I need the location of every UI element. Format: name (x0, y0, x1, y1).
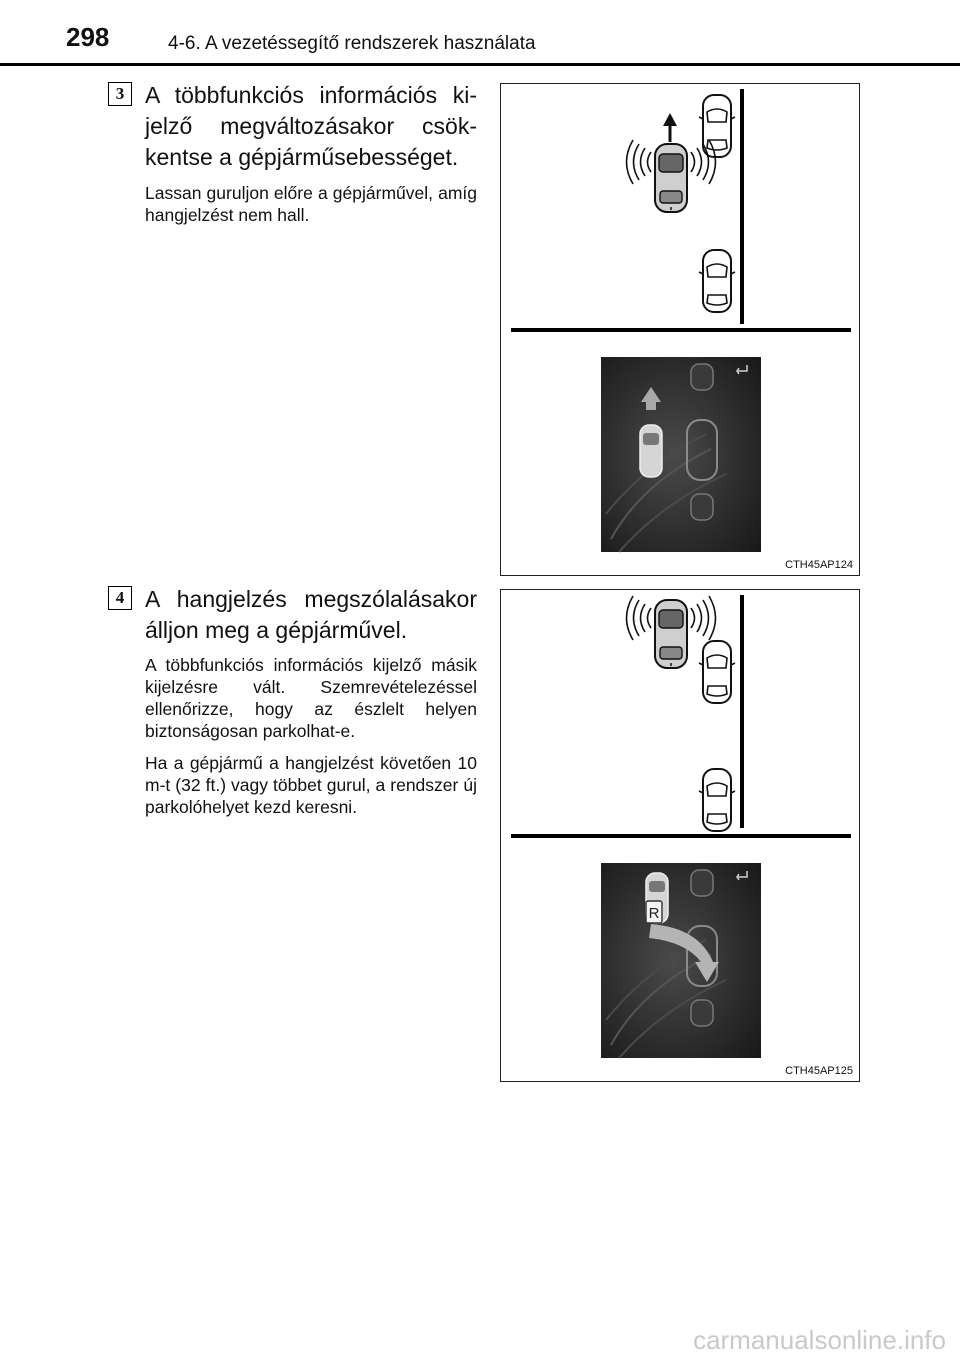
figure-code: CTH45AP125 (785, 1065, 853, 1077)
step-4-badge: 4 (108, 586, 132, 610)
chapter-title: 4-6. A vezetéssegítő rendszerek használata (168, 33, 536, 54)
mid-display (601, 357, 761, 552)
parking-diagram-4 (501, 590, 860, 1082)
step-3-body (145, 182, 477, 236)
figure-step-3 (500, 83, 860, 576)
figure-code: CTH45AP124 (785, 559, 853, 571)
parking-diagram-3 (501, 84, 860, 576)
parked-car-icon (699, 641, 735, 703)
step-4-paragraph: A többfunkciós információs kijelző másik kijelzésre vált. Szemrevételezéssel ellenőrizze, hogy az észlelt helyen biztonságosan parkolhat-e. (145, 655, 477, 741)
figure-step-4 (500, 589, 860, 1082)
forward-arrow-icon (663, 113, 677, 142)
step-3-badge: 3 (108, 82, 132, 106)
parked-car-icon (699, 769, 735, 831)
step-4-body (145, 654, 477, 828)
page-header (0, 0, 960, 70)
page-number: 298 (66, 22, 110, 52)
own-vehicle-icon (655, 144, 687, 212)
watermark-text: carmanualsonline.info (693, 1325, 946, 1355)
parked-car-icon (699, 250, 735, 312)
mid-display (601, 863, 761, 1058)
step-3-title: A többfunkciós információs kijelző megváltozásakor csökkentse a gépjárműsebességet. (145, 82, 477, 170)
step-4-title: A hangjelzés megszólalásakor álljon meg a gépjárművel. (145, 586, 477, 643)
step-3-paragraph: Lassan guruljon előre a gépjárművel, amíg hangjelzést nem hall. (145, 183, 477, 225)
own-vehicle-icon (655, 600, 687, 668)
shift-r-label: R (648, 905, 660, 922)
step-4-paragraph: Ha a gépjármű a hangjelzést követően 10 m-t (32 ft.) vagy többet gurul, a rendszer új parkolóhelyet kezd keresni. (145, 753, 477, 817)
header-rule (0, 63, 960, 66)
